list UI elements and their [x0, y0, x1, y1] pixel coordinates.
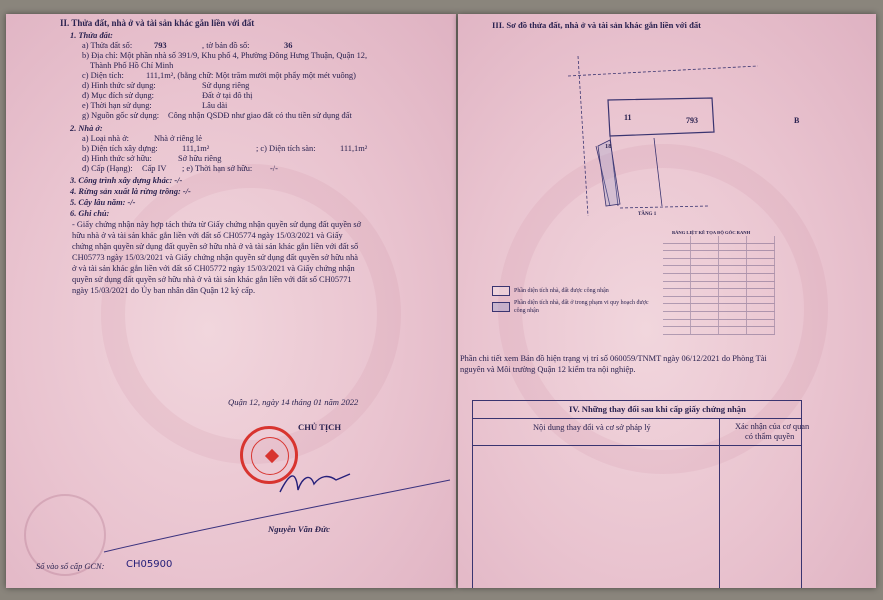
registry-label: Số vào sổ cấp GCN:	[36, 562, 105, 571]
col-authority-header-2: có thẩm quyền	[745, 432, 795, 441]
origin-label: g) Nguồn gốc sử dụng:	[82, 111, 160, 120]
note-line: ngày 15/03/2021 do Ủy ban nhân dân Quận 12 ký cấp.	[72, 286, 256, 295]
note-line: hữu nhà ở và tài sản khác gắn liền với đất số CH05774 ngày 15/03/2021 và Giấy	[72, 231, 343, 240]
lot-number: 793	[686, 116, 698, 125]
section-ii-heading: II. Thửa đất, nhà ở và tài sản khác gắn liền với đất	[60, 18, 255, 28]
lot-11: 11	[624, 113, 632, 122]
signer-title: CHỦ TỊCH	[298, 422, 342, 432]
note-line: - Giấy chứng nhận này hợp tách thửa từ Giấy chứng nhận quyền sử dụng đất quyền sở	[72, 220, 362, 229]
build-area-value: 111,1m²	[182, 144, 210, 153]
ownership-label: d) Hình thức sở hữu:	[82, 154, 152, 163]
house-title: 2. Nhà ở:	[70, 124, 103, 133]
area-label: c) Diện tích:	[82, 71, 124, 80]
legend-recognized: Phần diện tích nhà, đất được công nhận	[514, 288, 609, 294]
watermark-emblem	[101, 164, 401, 464]
build-area-label: b) Diện tích xây dựng:	[82, 144, 158, 153]
land-number-label: a) Thửa đất số:	[82, 41, 133, 50]
address-line-2: Thành Phố Hồ Chí Minh	[90, 61, 174, 70]
registry-number: CH05900	[126, 559, 173, 570]
ownership-value: Sở hữu riêng	[178, 154, 222, 163]
col-authority-header-1: Xác nhận của cơ quan	[735, 422, 810, 431]
note-line: chứng nhận quyền sử dụng đất quyền sở hữu nhà ở và tài sản khác gắn liền với đất số	[72, 242, 359, 251]
notes-title: 6. Ghi chú:	[70, 209, 110, 218]
floor-label: TẦNG 1	[638, 212, 657, 217]
right-page	[458, 14, 876, 588]
coord-table-title: BẢNG LIỆT KÊ TỌA ĐỘ GÓC RANH	[672, 230, 751, 235]
own-term-value: -/-	[270, 164, 278, 173]
coordinate-table	[663, 236, 775, 335]
use-term-value: Lâu dài	[202, 101, 228, 110]
use-purpose-value: Đất ở tại đô thị	[202, 91, 253, 100]
note-line: quyền sử dụng đất quyền sở hữu nhà ở và tài sản khác gắn liền với đất số CH05771	[72, 275, 352, 284]
signer-name: Nguyễn Văn Đức	[268, 524, 330, 534]
section-iii-heading: III. Sơ đồ thửa đất, nhà ở và tài sản khác gắn liền với đất	[492, 20, 702, 30]
floor-area-value: 111,1m²	[340, 144, 368, 153]
origin-value: Công nhận QSDĐ như giao đất có thu tiền sử dụng đất	[168, 111, 352, 120]
house-type-value: Nhà ở riêng lẻ	[154, 134, 202, 143]
area-value: 111,1m², (bằng chữ: Một trăm mười một phẩy một mét vuông)	[146, 71, 356, 80]
note-line: ở và tài sản khác gắn liền với đất số CH05772 ngày 15/03/2021 và Giấy chứng nhận	[72, 264, 355, 273]
lot-plan-diagram	[558, 56, 768, 216]
house-type-label: a) Loại nhà ở:	[82, 134, 129, 143]
map-sheet-value: 36	[284, 41, 293, 50]
table-divider	[473, 445, 801, 446]
own-term-label: ; e) Thời hạn sở hữu:	[182, 164, 253, 173]
issue-date: Quận 12, ngày 14 tháng 01 năm 2022	[228, 397, 359, 407]
marker-b: B	[794, 116, 800, 125]
map-sheet-label: , tờ bản đồ số:	[202, 41, 250, 50]
land-title: 1. Thửa đất:	[70, 31, 113, 40]
planted-forest: 4. Rừng sản xuất là rừng trồng: -/-	[70, 187, 191, 196]
lot-18: 18	[605, 143, 612, 150]
land-number-value: 793	[154, 41, 167, 50]
section-iv-heading: IV. Những thay đổi sau khi cấp giấy chứng nhận	[569, 404, 746, 414]
other-works: 3. Công trình xây dựng khác: -/-	[70, 176, 183, 185]
col-changes-header: Nội dung thay đổi và cơ sở pháp lý	[533, 423, 651, 432]
ink-scratch-line	[102, 474, 452, 554]
use-form-label: d) Hình thức sử dụng:	[82, 81, 156, 90]
grade-label: đ) Cấp (Hạng):	[82, 164, 133, 173]
legend-planning: Phần diện tích nhà, đất ở trong phạm vi quy hoạch được công nhận	[514, 300, 649, 314]
address-line-1: b) Địa chỉ: Một phần nhà số 391/9, Khu phố 4, Phường Đông Hưng Thuận, Quận 12,	[82, 51, 368, 60]
perennial-trees: 5. Cây lâu năm: -/-	[70, 198, 136, 207]
table-divider	[473, 418, 801, 419]
use-term-label: e) Thời hạn sử dụng:	[82, 101, 152, 110]
floor-area-label: ; c) Diện tích sàn:	[256, 144, 316, 153]
detail-note-line-2: nguyên và Môi trường Quận 12 kiểm tra nội nghiệp.	[460, 365, 636, 374]
left-page	[6, 14, 456, 588]
use-form-value: Sử dụng riêng	[202, 81, 250, 90]
legend-swatch-recognized	[492, 286, 510, 296]
changes-table	[472, 400, 810, 588]
grade-value: Cấp IV	[142, 164, 167, 173]
column-divider	[719, 418, 720, 588]
detail-note-line-1: Phần chi tiết xem Bản đồ hiện trạng vị trí số 060059/TNMT ngày 06/12/2021 do Phòng Tài	[460, 354, 767, 363]
legend-swatch-planning	[492, 302, 510, 312]
use-purpose-label: đ) Mục đích sử dụng:	[82, 91, 154, 100]
note-line: CH05773 ngày 15/03/2021 và Giấy chứng nhận quyền sử dụng đất quyền sở hữu nhà	[72, 253, 359, 262]
